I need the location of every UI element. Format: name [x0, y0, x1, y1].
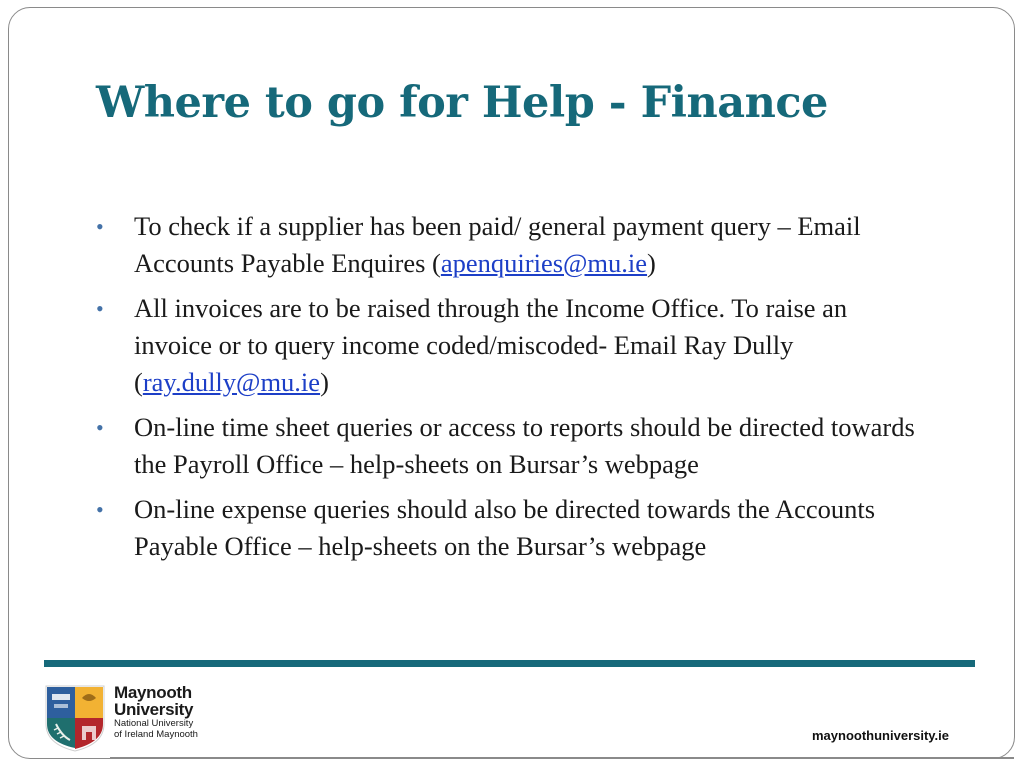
footer-edge-line: [110, 757, 1014, 759]
bullet-text: On-line expense queries should also be directed towards the Accounts Payable Office – help-sheets on the Bursar’s webpage: [134, 494, 876, 561]
crest-icon: [44, 684, 106, 752]
bullet-text-end: ): [647, 248, 656, 278]
logo-wordmark: [114, 684, 198, 740]
footer-divider: [44, 660, 975, 667]
bullet-item: [96, 491, 926, 565]
bullet-icon: •: [96, 497, 104, 522]
email-link-ray-dully[interactable]: ray.dully@mu.ie: [142, 367, 321, 397]
bullet-text-end: ): [320, 367, 329, 397]
bullet-icon: •: [96, 296, 104, 321]
bullet-icon: •: [96, 214, 104, 239]
bullet-item: [96, 409, 926, 483]
logo-sub-line2: of Ireland Maynooth: [114, 729, 198, 740]
logo-name-line2: University: [114, 700, 194, 719]
email-link-apenquiries[interactable]: apenquiries@mu.ie: [440, 248, 648, 278]
website-url[interactable]: maynoothuniversity.ie: [812, 728, 950, 743]
bullet-text: On-line time sheet queries or access to reports should be directed towards the Payroll Office – help-sheets on Bursar’s webpage: [134, 412, 915, 479]
bullet-text: To check if a supplier has been paid/ general payment query – Email Accounts Payable Enquires (: [134, 211, 861, 278]
logo-sub-line1: National University: [114, 718, 194, 729]
logo-name-line1: Maynooth: [114, 683, 192, 702]
bullet-list: [96, 208, 926, 573]
bullet-icon: •: [96, 415, 104, 440]
bullet-item: [96, 290, 926, 401]
university-logo: [44, 684, 214, 754]
slide-title: Where to go for Help - Finance: [96, 78, 828, 128]
bullet-item: [96, 208, 926, 282]
bullet-text: All invoices are to be raised through the Income Office. To raise an invoice or to query income coded/miscoded- Email Ray Dully (: [134, 293, 848, 397]
